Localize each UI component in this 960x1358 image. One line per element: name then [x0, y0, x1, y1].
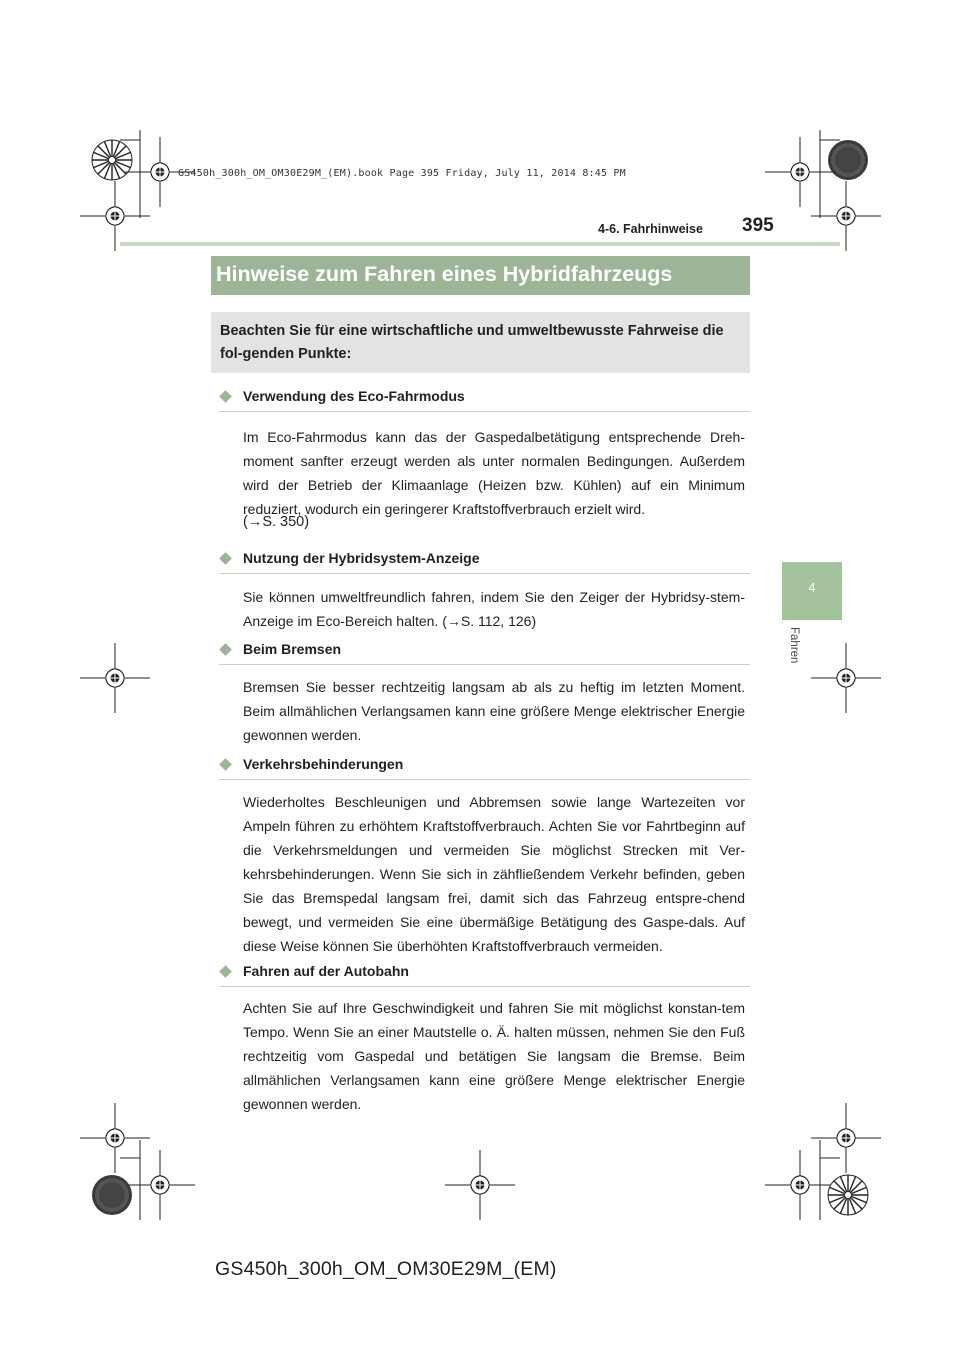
page-number: 395	[742, 215, 774, 236]
section-label: 4-6. Fahrhinweise	[598, 222, 703, 236]
item-heading	[219, 756, 750, 780]
diamond-icon	[219, 552, 232, 565]
item-heading	[219, 550, 750, 574]
page-title: Hinweise zum Fahren eines Hybridfahrzeugs	[216, 262, 673, 286]
chapter-label-text: Fahren	[788, 627, 800, 664]
chapter-label	[786, 627, 806, 677]
item-reference: (→S. 350)	[243, 514, 310, 530]
item-title: Verwendung des Eco-Fahrmodus	[243, 388, 465, 404]
footer-code: GS450h_300h_OM_OM30E29M_(EM)	[215, 1258, 557, 1280]
item-heading	[219, 641, 750, 665]
chapter-tab	[782, 562, 842, 620]
diamond-icon	[219, 758, 232, 771]
diamond-icon	[219, 965, 232, 978]
item-heading	[219, 963, 750, 987]
item-text: Wiederholtes Beschleunigen und Abbremsen sowie lange Wartezeiten vor Ampeln führen zu erhöhtem Kraftstoffverbrauch. Achten Sie vor Fahrtbeginn auf die Verkehrsmeldungen und vermeiden Sie möglichst Strecken mit Ver-kehrsbehinderungen. Wenn Sie sich in zähfließendem Verkehr befinden, geben Sie das Bremspedal langsam frei, damit sich das Fahrzeug entspre-chend bewegt, und vermeiden Sie eine übermäßige Betätigung des Gaspe-dals. Auf diese Weise können Sie überhöhten Kraftstoffverbrauch vermeiden.	[243, 794, 745, 954]
item-title: Beim Bremsen	[243, 641, 342, 657]
item-title: Verkehrsbehinderungen	[243, 756, 404, 772]
diamond-icon	[219, 643, 232, 656]
chapter-number: 4	[808, 580, 816, 595]
diamond-icon	[219, 390, 232, 403]
title-bar	[211, 256, 750, 295]
print-book-info: GS450h_300h_OM_OM30E29M_(EM).book Page 395 Friday, July 11, 2014 8:45 PM	[178, 168, 626, 179]
item-text: Bremsen Sie besser rechtzeitig langsam ab als zu heftig im letzten Moment. Beim allmählichen Verlangsamen kann eine größere Menge elektrischer Energie gewonnen werden.	[243, 679, 745, 743]
intro-box	[211, 312, 750, 373]
item-title: Fahren auf der Autobahn	[243, 963, 409, 979]
item-text: Im Eco-Fahrmodus kann das der Gaspedalbetätigung entsprechende Dreh-moment sanfter erzeugt werden als unter normalen Bedingungen. Außerdem wird der Betrieb der Klimaanlage (Heizen bzw. Kühlen) auf ein Minimum reduziert, wodurch ein geringerer Kraftstoffverbrauch erzielt wird.	[243, 429, 745, 517]
item-title: Nutzung der Hybridsystem-Anzeige	[243, 550, 480, 566]
item-heading	[219, 388, 750, 412]
item-text: Sie können umweltfreundlich fahren, indem Sie den Zeiger der Hybridsy-stem-Anzeige im Eco-Bereich halten. (→S. 112, 126)	[243, 589, 745, 629]
item-text: Achten Sie auf Ihre Geschwindigkeit und fahren Sie mit möglichst konstan-tem Tempo. Wenn Sie an einer Mautstelle o. Ä. halten müssen, nehmen Sie den Fuß rechtzeitig vom Gaspedal und betätigen Sie langsam die Bremse. Beim allmählichen Verlangsamen kann eine größere Menge elektrischer Energie gewonnen werden.	[243, 1000, 745, 1112]
header-rule	[120, 242, 840, 246]
intro-text: Beachten Sie für eine wirtschaftliche und umweltbewusste Fahrweise die fol-genden Punkte:	[220, 323, 724, 362]
